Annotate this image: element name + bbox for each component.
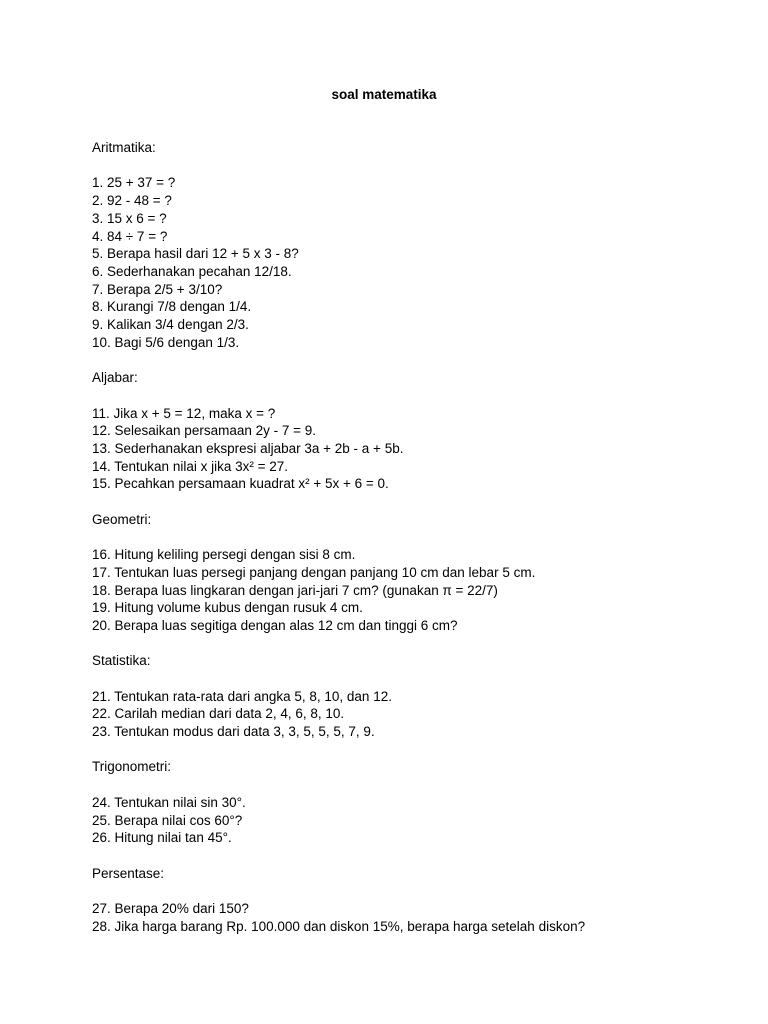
question-item: 23. Tentukan modus dari data 3, 3, 5, 5, 5, 7, 9. bbox=[92, 724, 375, 740]
question-item: 13. Sederhanakan ekspresi aljabar 3a + 2b - a + 5b. bbox=[92, 440, 404, 456]
question-item: 28. Jika harga barang Rp. 100.000 dan diskon 15%, berapa harga setelah diskon? bbox=[92, 918, 586, 934]
section bbox=[92, 369, 732, 493]
question-item: 9. Kalikan 3/4 dengan 2/3. bbox=[92, 317, 249, 333]
section bbox=[92, 139, 732, 351]
section bbox=[92, 652, 732, 741]
question-item: 17. Tentukan luas persegi panjang dengan panjang 10 cm dan lebar 5 cm. bbox=[92, 564, 536, 580]
document-title: soal matematika bbox=[331, 87, 437, 102]
question-item: 1. 25 + 37 = ? bbox=[92, 175, 176, 191]
document-body bbox=[92, 139, 732, 953]
section-heading: Statistika: bbox=[92, 653, 151, 669]
question-item: 26. Hitung nilai tan 45°. bbox=[92, 830, 232, 846]
section-heading: Aljabar: bbox=[92, 370, 138, 386]
section-heading: Aritmatika: bbox=[92, 140, 156, 155]
question-item: 7. Berapa 2/5 + 3/10? bbox=[92, 281, 223, 297]
question-item: 18. Berapa luas lingkaran dengan jari-jari 7 cm? (gunakan π = 22/7) bbox=[92, 582, 498, 598]
question-item: 16. Hitung keliling persegi dengan sisi 8 cm. bbox=[92, 547, 356, 563]
question-item: 10. Bagi 5/6 dengan 1/3. bbox=[92, 334, 240, 350]
question-item: 4. 84 ÷ 7 = ? bbox=[92, 228, 168, 244]
question-item: 11. Jika x + 5 = 12, maka x = ? bbox=[92, 405, 276, 421]
question-item: 25. Berapa nilai cos 60°? bbox=[92, 812, 243, 828]
question-item: 21. Tentukan rata-rata dari angka 5, 8, 10, dan 12. bbox=[92, 688, 392, 704]
section bbox=[92, 758, 732, 847]
section bbox=[92, 865, 732, 936]
question-item: 20. Berapa luas segitiga dengan alas 12 cm dan tinggi 6 cm? bbox=[92, 617, 458, 633]
question-item: 14. Tentukan nilai x jika 3x² = 27. bbox=[92, 458, 288, 474]
question-item: 24. Tentukan nilai sin 30°. bbox=[92, 794, 246, 810]
question-item: 15. Pecahkan persamaan kuadrat x² + 5x + 6 = 0. bbox=[92, 476, 389, 492]
question-item: 19. Hitung volume kubus dengan rusuk 4 cm. bbox=[92, 600, 363, 616]
question-item: 8. Kurangi 7/8 dengan 1/4. bbox=[92, 299, 252, 315]
section bbox=[92, 511, 732, 635]
question-item: 27. Berapa 20% dari 150? bbox=[92, 901, 249, 917]
question-item: 5. Berapa hasil dari 12 + 5 x 3 - 8? bbox=[92, 246, 299, 262]
question-item: 12. Selesaikan persamaan 2y - 7 = 9. bbox=[92, 423, 317, 439]
question-item: 2. 92 - 48 = ? bbox=[92, 193, 172, 209]
question-item: 6. Sederhanakan pecahan 12/18. bbox=[92, 263, 292, 279]
section-heading: Trigonometri: bbox=[92, 759, 172, 775]
question-item: 22. Carilah median dari data 2, 4, 6, 8, 10. bbox=[92, 706, 345, 722]
section-heading: Persentase: bbox=[92, 865, 165, 881]
section-heading: Geometri: bbox=[92, 511, 152, 527]
question-item: 3. 15 x 6 = ? bbox=[92, 210, 167, 226]
